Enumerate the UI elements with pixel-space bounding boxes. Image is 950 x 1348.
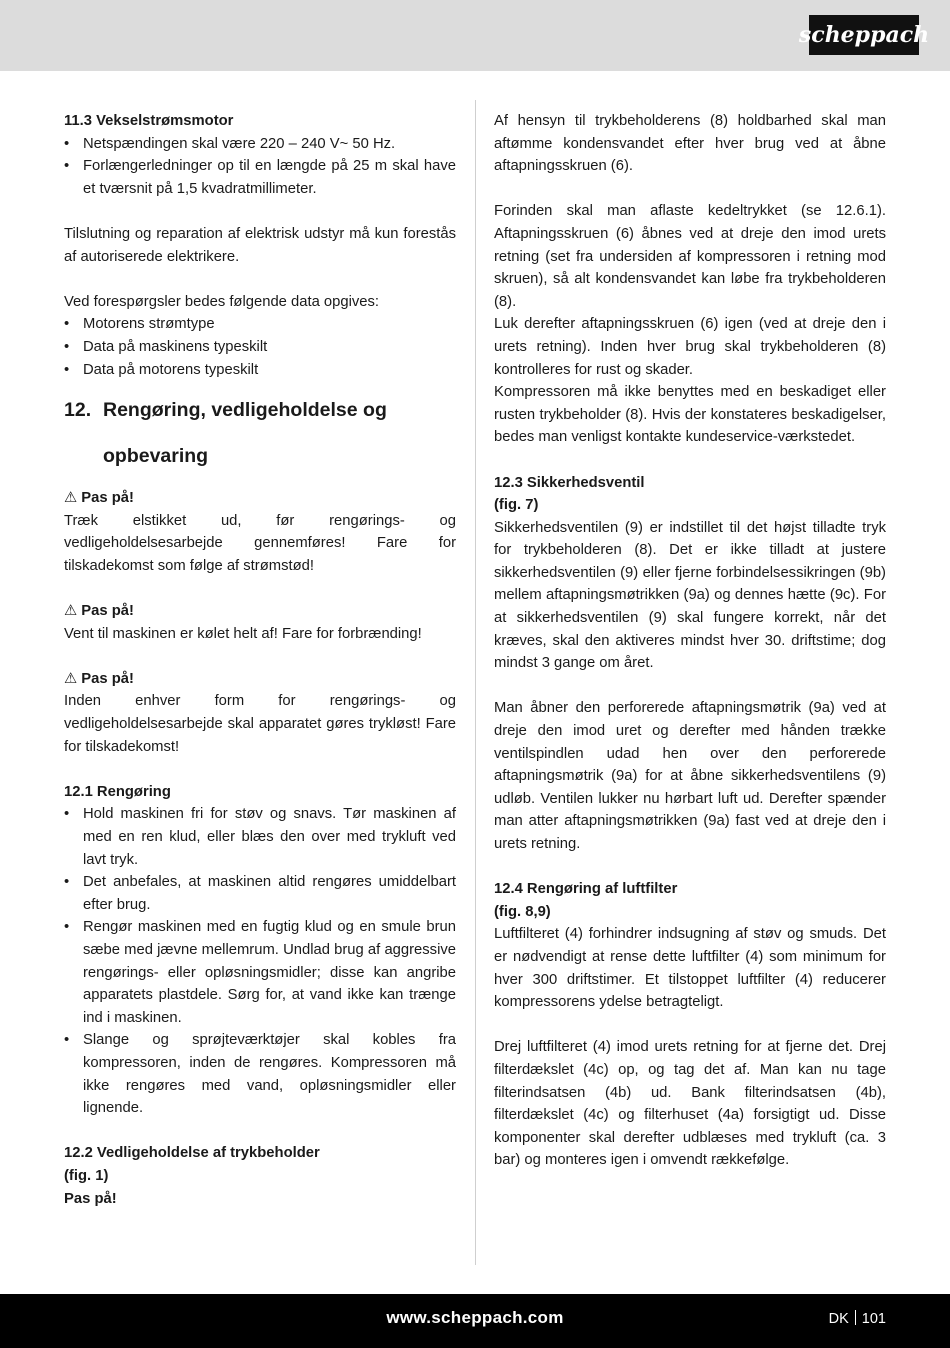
air-filter-paragraph-1: Luftfilteret (4) forhindrer indsugning af støv og smuds. Det er nødvendigt at rense dette luftfilter (4) som minimum for hver 300 driftstimer. Et tilstoppet luftfilter (4) reducerer kompressorens ydelse betragteligt. (494, 926, 886, 1011)
section-12-2-fig: (fig. 1) (64, 1167, 109, 1184)
warning-icon: ⚠ (64, 490, 78, 507)
close-screw-paragraph: Luk derefter aftapningsskruen (6) igen (ved at dreje den i urets retning). Inden hver brug skal trykbeholderen (8) kontrolleres for rust og skader. (494, 316, 886, 378)
list-item: • Data på maskinens typeskilt (64, 336, 456, 359)
list-item: • Slange og sprøjteværktøjer skal kobles fra kompressoren, inden de rengøres. Kompressoren må ikke rengøres med vand, opløsningsmidler eller lignende. (64, 1029, 456, 1119)
air-filter-paragraph-2: Drej luftfilteret (4) imod urets retning for at fjerne det. Drej filterdækslet (4c) op, og tag det af. Man kan nu tage filterindsatsen (4b) ud. Bank filterindsatsen (4b), filterdækslet (4c) og filterhuset (4a) forsigtigt ud. Disse komponenter skal derefter udblæses med trykluft (ca. 3 bar) og monteres igen i omvendt rækkefølge. (494, 1039, 886, 1169)
column-divider (475, 100, 476, 1265)
inquiry-list (64, 313, 456, 381)
warning-1-text: Træk elstikket ud, før rengørings- og vedligeholdelsesarbejde gennemføres! Fare for tilskadekomst som følge af strømstød! (64, 512, 456, 574)
list-item: • Data på motorens typeskilt (64, 359, 456, 382)
section-12-3-fig: (fig. 7) (494, 497, 539, 514)
section-12-2-warning: Pas på! (64, 1190, 117, 1207)
safety-valve-paragraph-1: Sikkerhedsventilen (9) er indstillet til det højst tilladte tryk for trykbeholderen (8). Det er ikke tilladt at justere sikkerhedsventilen (9) eller fjerne forbindelsessikringen (9b) mellem aftapningsmøtrikken (9a) og dennes hætte (9c). For at sikkerhedsventilen (9) skal fungere korrekt, når det kræves, skal den aktiveres mindst hver 30. driftstime; dog mindst 3 gange om året. (494, 519, 886, 672)
warning-3-title: ⚠ Pas på! (64, 670, 134, 687)
section-12-1-list (64, 803, 456, 1119)
safety-valve-paragraph-2: Man åbner den perforerede aftapningsmøtrik (9a) ved at dreje den imod uret og derefter med hånden trække ventilspindlen udad hen over den perforerede aftapningsmøtrik (9a) for at åbne sikkerhedsventilens (9) udløb. Ventilen lukker nu hørbart luft ud. Derefter spænder man atter aftapningsmøtrikken (9a) fast ved at dreje den i urets retning. (494, 700, 886, 852)
left-column (64, 110, 456, 1210)
header-bar (0, 0, 950, 71)
right-column (494, 110, 886, 1172)
footer-bar (0, 1294, 950, 1348)
section-12-2-title: 12.2 Vedligeholdelse af trykbeholder (64, 1145, 320, 1162)
section-12-3-title: 12.3 Sikkerhedsventil (494, 474, 645, 491)
list-item: • Netspændingen skal være 220 – 240 V~ 50 Hz. (64, 133, 456, 156)
section-12-1-title: 12.1 Rengøring (64, 783, 171, 800)
warning-1-title: ⚠ Pas på! (64, 490, 134, 507)
list-item: • Motorens strømtype (64, 313, 456, 336)
list-item: • Rengør maskinen med en fugtig klud og en smule brun sæbe med jævne mellemrum. Undlad brug af aggressive rengørings- eller opløsningsmidler; disse kan angribe apparatets plastdele. Sørg for, at vand ikke kan trænge ind i maskinen. (64, 916, 456, 1029)
list-item: • Hold maskinen fri for støv og snavs. Tør maskinen af med en ren klud, eller blæs den over med trykluft ved lavt tryk. (64, 803, 456, 871)
damage-paragraph: Kompressoren må ikke benyttes med en beskadiget eller rusten trykbeholder (8). Hvis der konstateres beskadigelser, bedes man venligst kontakte kundeservice-værkstedet. (494, 384, 886, 446)
warning-2-title: ⚠ Pas på! (64, 603, 134, 620)
pressure-paragraph: Forinden skal man aflaste kedeltrykket (se 12.6.1). Aftapningsskruen (6) åbnes ved at dreje den imod urets retning (set fra undersiden af kompressoren i retning mod skruen), så alt kondensvandet kan løbe fra trykbeholderen (8). (494, 203, 886, 310)
page-number: DK 101 (828, 1311, 886, 1327)
section-12-4-fig: (fig. 8,9) (494, 903, 551, 920)
warning-icon: ⚠ (64, 670, 78, 687)
section-11-3-list (64, 133, 456, 201)
list-item: • Forlængerledninger op til en længde på 25 m skal have et tværsnit på 1,5 kvadratmillimeter. (64, 155, 456, 200)
section-12-heading: 12. Rengøring, vedligeholdelse og opbevaring (64, 399, 387, 468)
warning-2-text: Vent til maskinen er kølet helt af! Fare for forbrænding! (64, 625, 422, 642)
connection-paragraph: Tilslutning og reparation af elektrisk udstyr må kun forestås af autoriserede elektrikere. (64, 225, 456, 265)
warning-3-text: Inden enhver form for rengørings- og vedligeholdelsesarbejde skal apparatet gøres trykløst! Fare for tilskadekomst! (64, 693, 456, 755)
scheppach-logo: scheppach (809, 15, 919, 55)
website-link[interactable]: www.scheppach.com (386, 1308, 564, 1327)
warning-icon: ⚠ (64, 603, 78, 620)
drain-paragraph: Af hensyn til trykbeholderens (8) holdbarhed skal man aftømme kondensvandet efter hver brug ved at åbne aftapningsskruen (6). (494, 113, 886, 175)
inquiry-paragraph: Ved forespørgsler bedes følgende data opgives: (64, 293, 380, 310)
section-12-4-title: 12.4 Rengøring af luftfilter (494, 881, 678, 898)
list-item: • Det anbefales, at maskinen altid rengøres umiddelbart efter brug. (64, 871, 456, 916)
section-11-3-title: 11.3 Vekselstrømsmotor (64, 113, 234, 129)
